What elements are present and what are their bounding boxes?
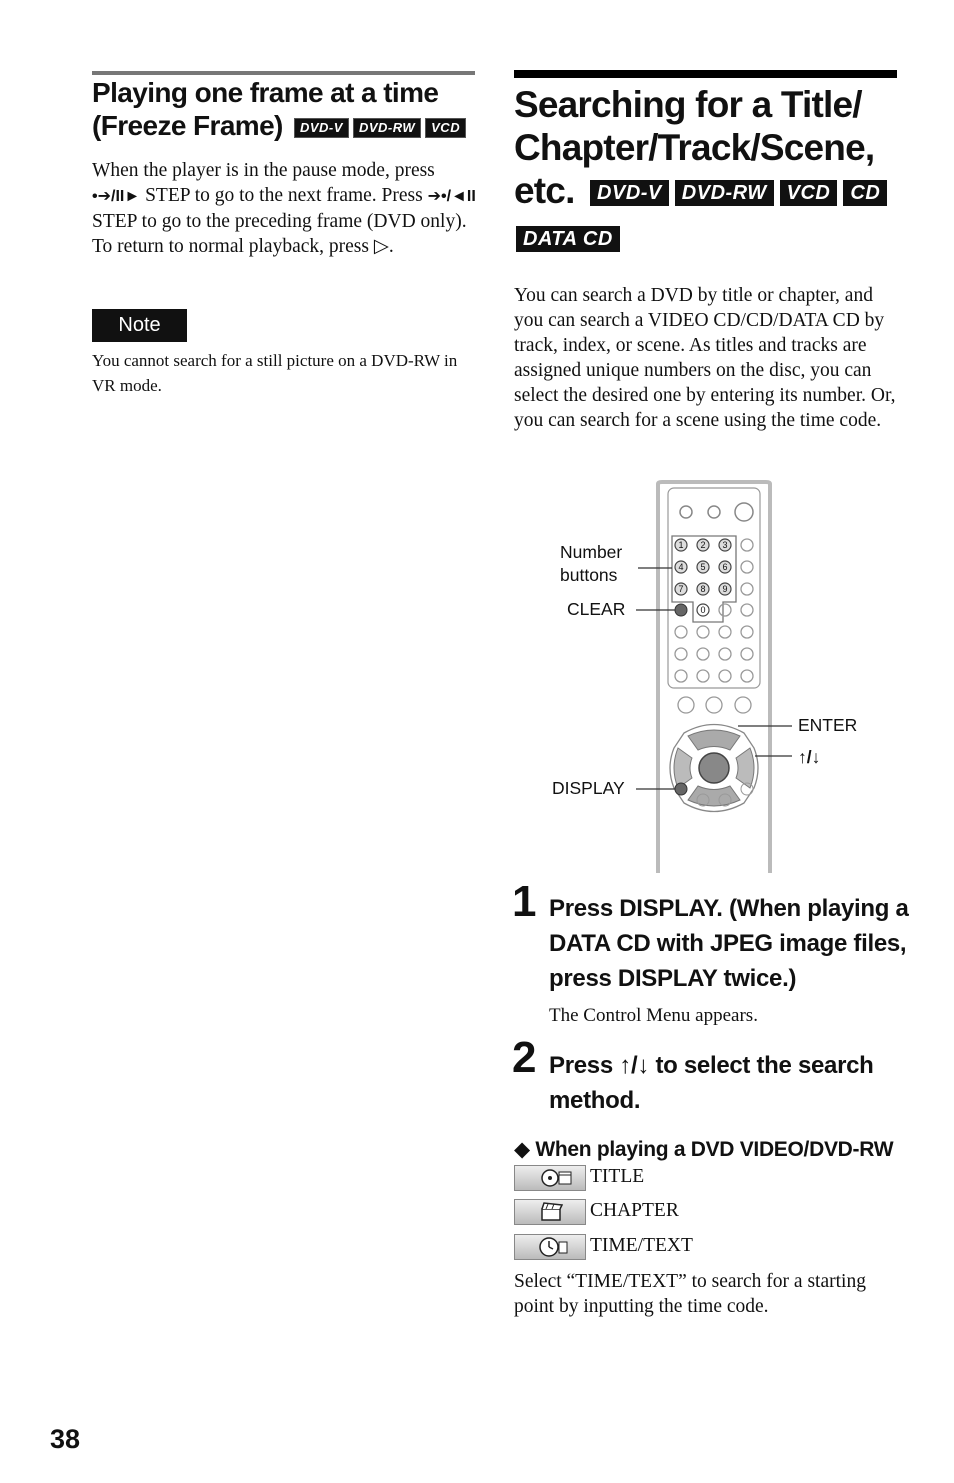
number-key-label: 8 <box>700 584 706 594</box>
number-key-label: 6 <box>722 562 728 572</box>
callout-number-line-2: buttons <box>560 565 618 585</box>
heading-line-3: etc. <box>514 170 575 211</box>
play-icon: ▷ <box>373 236 389 257</box>
number-key-label: 7 <box>678 584 684 594</box>
time-clock-icon <box>514 1234 586 1260</box>
number-key-label: 5 <box>700 562 706 572</box>
time-text-instruction: Select “TIME/TEXT” to search for a starting point by inputting the time code. <box>514 1271 866 1317</box>
heading-line-1: Playing one frame at a time <box>92 77 439 108</box>
step-2-title <box>549 1048 909 1118</box>
section-heading-search <box>514 83 914 255</box>
note-label: Note <box>92 309 187 342</box>
step-2-number: 2 <box>512 1033 537 1082</box>
instruction-part-2: STEP to go to the next frame. Press <box>145 185 423 206</box>
section-rule-right <box>514 70 897 78</box>
note-text: You cannot search for a still picture on a DVD-RW in VR mode. <box>92 351 458 395</box>
heading-line-1: Searching for a Title/ <box>514 84 862 125</box>
callout-display: DISPLAY <box>552 778 625 798</box>
step-2-title-b: to select the search method. <box>549 1052 874 1114</box>
step-1-title: Press DISPLAY. (When playing a DATA CD with JPEG image files, press DISPLAY twice.) <box>549 895 909 992</box>
badge-cd: CD <box>843 180 887 206</box>
instruction-end: . <box>388 236 394 257</box>
callout-clear: CLEAR <box>567 599 626 619</box>
number-key-label: 2 <box>700 540 706 550</box>
option-title-label: TITLE <box>590 1166 645 1187</box>
remote-control-figure <box>540 478 900 873</box>
badge-dvd-v: DVD-V <box>590 180 669 206</box>
remote-control-illustration <box>540 478 900 873</box>
step-forward-icon: •➔/II► <box>92 188 141 205</box>
page-number: 38 <box>50 1424 81 1454</box>
badge-vcd: VCD <box>425 118 466 138</box>
instruction-part-1: When the player is in the pause mode, press <box>92 160 435 181</box>
callout-arrows: ↑/↓ <box>798 747 821 767</box>
number-key-label: 0 <box>700 605 706 615</box>
option-chapter-label: CHAPTER <box>590 1200 679 1221</box>
heading-line-2: (Freeze Frame) <box>92 110 283 141</box>
badge-dvd-v: DVD-V <box>294 118 349 138</box>
search-intro: You can search a DVD by title or chapter, and you can search a VIDEO CD/CD/DATA CD by track, index, or scene. As titles and tracks are assigned unique numbers on the disc, you can select the desired one by entering its number. Or, you can search for a scene using the time code. <box>514 285 896 431</box>
title-disc-icon <box>514 1165 586 1191</box>
instruction-part-3: STEP to go to the preceding frame (DVD only). To return to normal playback, press <box>92 211 467 257</box>
up-down-arrows-icon: ↑/↓ <box>619 1052 650 1079</box>
badge-data-cd: DATA CD <box>516 226 620 252</box>
number-key-label: 9 <box>722 584 728 594</box>
heading-line-2: Chapter/Track/Scene, <box>514 127 875 168</box>
option-time-text-label: TIME/TEXT <box>590 1235 693 1256</box>
callout-number-line-1: Number <box>560 542 623 562</box>
badge-dvd-rw: DVD-RW <box>675 180 774 206</box>
callout-number-buttons <box>560 541 622 587</box>
step-1-subtext: The Control Menu appears. <box>549 1005 758 1026</box>
step-2-title-a: Press <box>549 1052 613 1079</box>
number-key-label: 3 <box>722 540 728 550</box>
step-back-icon: ➔•/◄II <box>427 188 476 205</box>
dvd-section-heading: ◆ When playing a DVD VIDEO/DVD-RW <box>514 1138 894 1161</box>
section-rule-left <box>92 71 475 75</box>
freeze-frame-instructions <box>92 158 477 259</box>
callout-enter: ENTER <box>798 715 858 735</box>
number-key-label: 4 <box>678 562 684 572</box>
section-heading-freeze-frame <box>92 76 492 142</box>
step-1-number: 1 <box>512 877 537 926</box>
chapter-clapper-icon <box>514 1199 586 1225</box>
badge-dvd-rw: DVD-RW <box>353 118 421 138</box>
badge-vcd: VCD <box>780 180 838 206</box>
number-key-label: 1 <box>678 540 684 550</box>
